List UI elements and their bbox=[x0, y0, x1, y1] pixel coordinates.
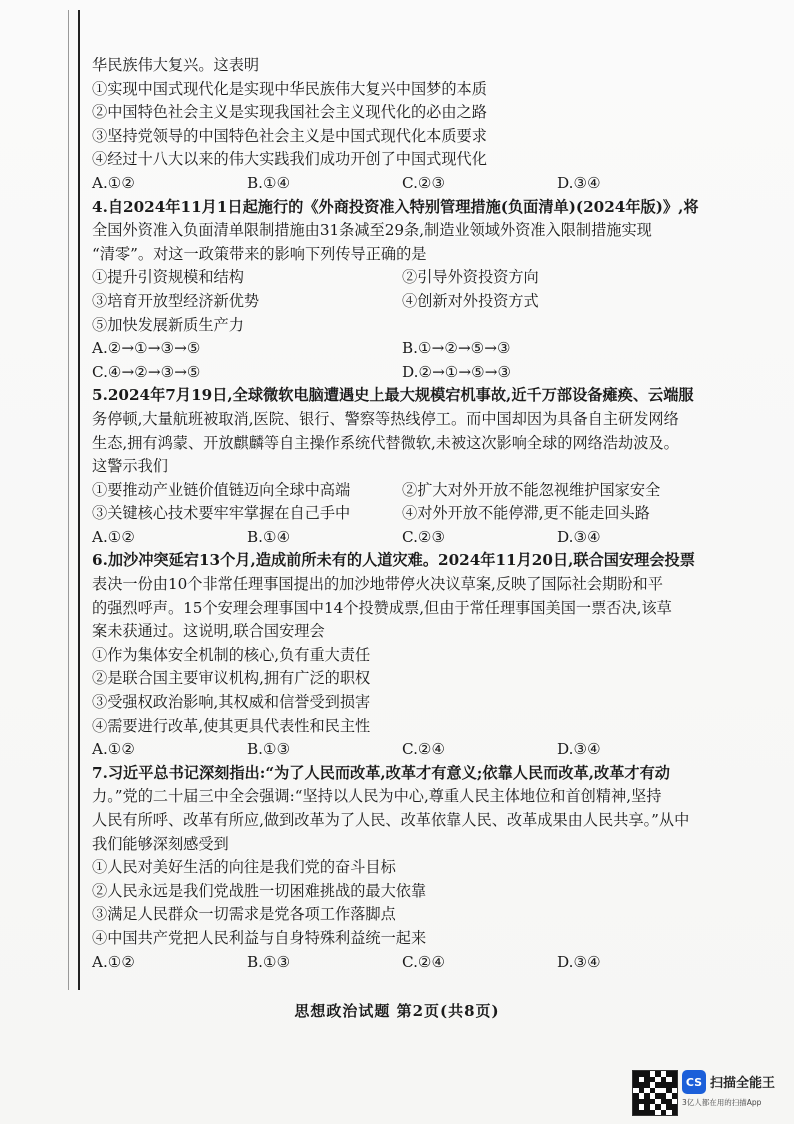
q3-choice-b: B.①④ bbox=[247, 173, 291, 192]
q4-choice-c: C.④→②→③→⑤ bbox=[92, 362, 201, 381]
q5-choice-c: C.②③ bbox=[402, 527, 446, 546]
q5-choice-a: A.①② bbox=[92, 527, 136, 546]
q6-choice-b: B.①③ bbox=[247, 740, 291, 759]
q4-option-4: ④创新对外投资方式 bbox=[402, 291, 539, 310]
camscanner-logo-icon: CS bbox=[682, 1070, 706, 1094]
q6-choice-d: D.③④ bbox=[557, 740, 601, 759]
q3-choice-d: D.③④ bbox=[557, 173, 601, 192]
q5-option-4: ④对外开放不能停滞,更不能走回头路 bbox=[402, 504, 650, 523]
q4-stem-line-1: 4.自2024年11月1日起施行的《外商投资准入特别管理措施(负面清单)(2024年版)》,将 bbox=[92, 197, 699, 216]
q6-choices bbox=[92, 738, 712, 762]
q6-stem-line-1: 6.加沙冲突延宕13个月,造成前所未有的人道灾难。2024年11月20日,联合国安理会投票 bbox=[92, 551, 695, 570]
q6-stem-line-3: 的强烈呼声。15个安理会理事国中14个投赞成票,但由于常任理事国美国一票否决,该草 bbox=[92, 598, 672, 617]
q5-choice-b: B.①④ bbox=[247, 527, 291, 546]
scanner-app-tagline: 3亿人都在用的扫描App bbox=[682, 1098, 762, 1107]
q7-option-1: ①人民对美好生活的向往是我们党的奋斗目标 bbox=[92, 858, 396, 877]
q5-options-row-2 bbox=[92, 502, 712, 526]
q6-option-3: ③受强权政治影响,其权威和信誉受到损害 bbox=[92, 693, 371, 712]
q7-choice-c: C.②④ bbox=[402, 952, 446, 971]
q7-stem-line-3: 人民有所呼、改革有所应,做到改革为了人民、改革依靠人民、改革成果由人民共享。”从中 bbox=[92, 811, 690, 829]
q6-stem-line-4: 案未获通过。这说明,联合国安理会 bbox=[92, 622, 325, 641]
q7-stem-line-2: 力。”党的二十届三中全会强调:“坚持以人民为中心,尊重人民主体地位和首创精神,坚持 bbox=[92, 787, 662, 806]
q4-stem-line-3: “清零”。对这一政策带来的影响下列传导正确的是 bbox=[92, 244, 427, 263]
q4-options-row-2 bbox=[92, 290, 712, 314]
q6-option-2: ②是联合国主要审议机构,拥有广泛的职权 bbox=[92, 669, 371, 688]
q3-choices bbox=[92, 172, 712, 196]
q3-choice-a: A.①② bbox=[92, 173, 136, 192]
q4-option-3: ③培育开放型经济新优势 bbox=[92, 291, 260, 310]
q3-option-3: ③坚持党领导的中国特色社会主义是中国式现代化本质要求 bbox=[92, 126, 487, 145]
q7-option-3: ③满足人民群众一切需求是党各项工作落脚点 bbox=[92, 905, 396, 924]
binding-line bbox=[78, 10, 80, 990]
q4-stem-line-2: 全国外资准入负面清单限制措施由31条减至29条,制造业领域外资准入限制措施实现 bbox=[92, 221, 652, 240]
q6-option-1: ①作为集体安全机制的核心,负有重大责任 bbox=[92, 645, 371, 664]
q5-stem-line-3: 生态,拥有鸿蒙、开放麒麟等自主操作系统代替微软,未被这次影响全球的网络浩劫波及。 bbox=[92, 433, 679, 452]
q7-choices bbox=[92, 951, 712, 975]
q3-stem-end: 华民族伟大复兴。这表明 bbox=[92, 56, 260, 74]
q4-choice-a: A.②→①→③→⑤ bbox=[92, 339, 201, 358]
q7-stem-line-4: 我们能够深刻感受到 bbox=[92, 834, 229, 853]
q4-option-2: ②引导外资投资方向 bbox=[402, 268, 539, 287]
q7-option-4: ④中国共产党把人民利益与自身特殊利益统一起来 bbox=[92, 928, 427, 947]
page-footer: 思想政治试题 第2页(共8页) bbox=[294, 1002, 500, 1020]
q4-choice-b: B.①→②→⑤→③ bbox=[402, 339, 511, 358]
q3-choice-c: C.②③ bbox=[402, 173, 446, 192]
q5-stem-line-2: 务停顿,大量航班被取消,医院、银行、警察等热线停工。而中国却因为具备自主研发网络 bbox=[92, 409, 679, 428]
q4-choice-d: D.②→①→⑤→③ bbox=[402, 362, 512, 381]
q7-choice-a: A.①② bbox=[92, 952, 136, 971]
binding-line-outer bbox=[68, 10, 69, 990]
q5-option-2: ②扩大对外开放不能忽视维护国家安全 bbox=[402, 480, 661, 499]
qr-code-icon bbox=[632, 1070, 678, 1116]
q5-stem-line-4: 这警示我们 bbox=[92, 457, 168, 476]
q3-option-1: ①实现中国式现代化是实现中华民族伟大复兴中国梦的本质 bbox=[92, 79, 487, 98]
q4-choices-row-1 bbox=[92, 337, 712, 361]
scanner-app-name: 扫描全能王 bbox=[710, 1076, 776, 1091]
q5-option-1: ①要推动产业链价值链迈向全球中高端 bbox=[92, 480, 351, 499]
q4-choices-row-2 bbox=[92, 361, 712, 385]
q6-choice-a: A.①② bbox=[92, 740, 136, 759]
q5-choice-d: D.③④ bbox=[557, 527, 601, 546]
exam-content bbox=[92, 54, 712, 974]
q6-choice-c: C.②④ bbox=[402, 740, 446, 759]
q6-stem-line-2: 表决一份由10个非常任理事国提出的加沙地带停火决议草案,反映了国际社会期盼和平 bbox=[92, 575, 663, 594]
q7-stem-line-1: 7.习近平总书记深刻指出:“为了人民而改革,改革才有意义;依靠人民而改革,改革才有动 bbox=[92, 763, 670, 782]
q7-option-2: ②人民永远是我们党战胜一切困难挑战的最大依靠 bbox=[92, 881, 427, 900]
q5-option-3: ③关键核心技术要牢牢掌握在自己手中 bbox=[92, 504, 351, 523]
q5-choices bbox=[92, 526, 712, 550]
q3-option-4: ④经过十八大以来的伟大实践我们成功开创了中国式现代化 bbox=[92, 150, 487, 169]
q5-stem-line-1: 5.2024年7月19日,全球微软电脑遭遇史上最大规模宕机事故,近千万部设备瘫痪、云端服 bbox=[92, 386, 694, 405]
q4-options-row-1 bbox=[92, 266, 712, 290]
q4-option-1: ①提升引资规模和结构 bbox=[92, 268, 244, 287]
q7-choice-d: D.③④ bbox=[557, 952, 601, 971]
q7-choice-b: B.①③ bbox=[247, 952, 291, 971]
q4-option-5: ⑤加快发展新质生产力 bbox=[92, 315, 244, 334]
q6-option-4: ④需要进行改革,使其更具代表性和民主性 bbox=[92, 716, 371, 735]
q5-options-row-1 bbox=[92, 479, 712, 503]
q3-option-2: ②中国特色社会主义是实现我国社会主义现代化的必由之路 bbox=[92, 103, 487, 122]
